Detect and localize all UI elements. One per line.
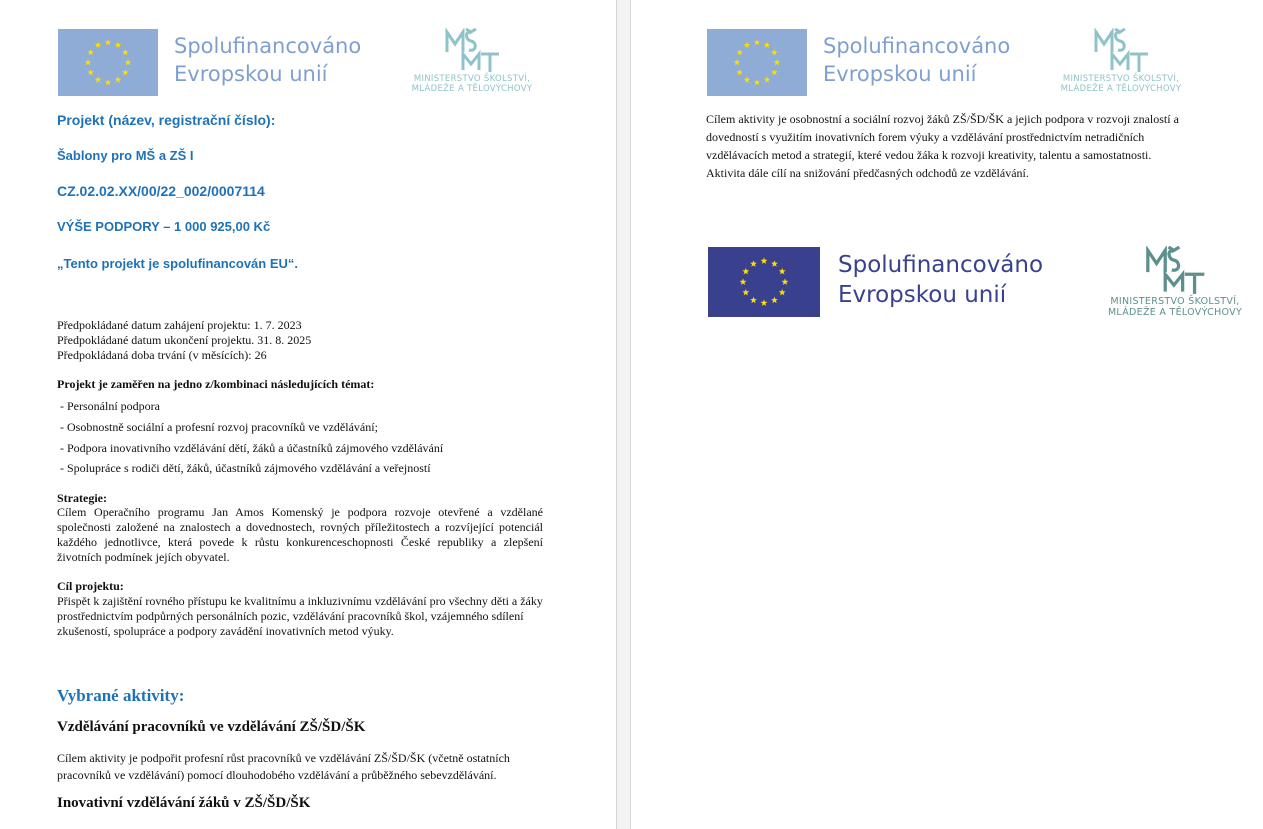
cofunded-by-eu-logo-text <box>174 32 361 88</box>
msmt-monogram-icon <box>441 28 503 74</box>
cofunded-by-eu-logo-text <box>823 32 1010 88</box>
msmt-logo <box>1089 246 1261 318</box>
msmt-line-1: MINISTERSTVO ŠKOLSTVÍ, <box>1110 296 1240 307</box>
focus-heading: Projekt je zaměřen na jedno z/kombinaci následujících témat: <box>57 377 375 391</box>
cofund-line-2: Evropskou unií <box>838 282 1007 308</box>
msmt-line-1: MINISTERSTVO ŠKOLSTVÍ, <box>1062 74 1180 84</box>
cofund-line-2: Evropskou unií <box>823 62 977 86</box>
page-separator <box>616 0 631 829</box>
msmt-line-2: MLÁDEŽE A TĚLOVÝCHOVY <box>1060 84 1182 94</box>
msmt-logo <box>398 28 546 94</box>
msmt-monogram-icon <box>1090 28 1152 74</box>
topic-list-item: - Personální podpora <box>57 399 160 413</box>
cofund-line-1: Spolufinancováno <box>174 34 362 58</box>
eu-flag-icon <box>707 29 807 96</box>
msmt-line-2: MLÁDEŽE A TĚLOVÝCHOVY <box>411 84 533 94</box>
eu-statement: „Tento projekt je spolufinancován EU“. <box>57 256 299 271</box>
msmt-logo <box>1047 28 1195 94</box>
strategy-heading: Strategie: <box>57 491 107 505</box>
msmt-monogram-icon <box>1136 246 1214 296</box>
duration: Předpokládaná doba trvání (v měsících): 26 <box>57 348 267 362</box>
cofund-line-2: Evropskou unií <box>174 62 328 86</box>
topic-list-item: - Spolupráce s rodiči dětí, žáků, účastníků zájmového vzdělávání a veřejností <box>57 461 431 475</box>
strategy-text: Cílem Operačního programu Jan Amos Komenský je podpora rozvoje otevřené a vzdělané společnosti založené na znalostech a dovednostech, rovných příležitostech a rozvíjející potenciál každého jednotlivce, která povede k růstu konkurenceschopnosti České republiky a zlepšení životních podmínek jejích obyvatel. <box>57 505 543 564</box>
topic-list-item: - Podpora inovativního vzdělávání dětí, žáků a účastníků zájmového vzdělávání <box>57 441 444 455</box>
support-amount: VÝŠE PODPORY – 1 000 925,00 Kč <box>57 219 271 234</box>
cofund-line-1: Spolufinancováno <box>823 34 1011 58</box>
topic-list-item: - Osobnostně sociální a profesní rozvoj pracovníků ve vzdělávání; <box>57 420 378 434</box>
eu-flag-icon <box>58 29 158 96</box>
eu-flag-icon <box>708 247 820 317</box>
goal-heading: Cíl projektu: <box>57 579 124 593</box>
msmt-line-1: MINISTERSTVO ŠKOLSTVÍ, <box>413 74 531 84</box>
goal-text: Přispět k zajištění rovného přístupu ke kvalitnímu a inkluzivnímu vzdělávání pro všechny děti a žáky prostřednictvím podpůrných personálních pozic, vzdělávání pracovníků škol, vzájemného sdílení zkušeností, spolupráce a podpory zavádění inovativních metod výuky. <box>57 594 543 638</box>
registration-number: CZ.02.02.XX/00/22_002/0007114 <box>57 183 265 199</box>
project-name: Šablony pro MŠ a ZŠ I <box>57 148 194 163</box>
end-date: Předpokládané datum ukončení projektu. 31. 8. 2025 <box>57 333 312 347</box>
project-dates <box>57 318 311 363</box>
start-date: Předpokládané datum zahájení projektu: 1. 7. 2023 <box>57 318 302 332</box>
cofunded-by-eu-logo-text <box>838 250 1043 310</box>
activity-title: Inovativní vzdělávání žáků v ZŠ/ŠD/ŠK <box>57 795 311 811</box>
activity-text: Cílem aktivity je osobnostní a sociální rozvoj žáků ZŠ/ŠD/ŠK a jejich podpora v rozvoji znalostí a dovedností s využitím inovativních forem výuky a vzdělávání prostřednictvím netradičních vzdělávacích metod a strategií, které vedou žáka k rozvoji kreativity, talentu a samostatnosti. Aktivita dále cílí na snižování předčasných odchodů ze vzdělávání. <box>706 112 1179 180</box>
document-page-2 <box>631 0 1263 829</box>
document-page-1 <box>0 0 616 829</box>
activity-text: Cílem aktivity je podpořit profesní růst pracovníků ve vzdělávání ZŠ/ŠD/ŠK (včetně ostatních pracovníků ve vzdělávání) pomocí dlouhodobého vzdělávání a průběžného sebevzdělávání. <box>57 751 510 782</box>
cofund-line-1: Spolufinancováno <box>838 252 1044 278</box>
activities-heading: Vybrané aktivity: <box>57 686 185 705</box>
activity-title: Vzdělávání pracovníků ve vzdělávání ZŠ/ŠD/ŠK <box>57 719 366 735</box>
project-heading: Projekt (název, registrační číslo): <box>57 112 276 128</box>
msmt-line-2: MLÁDEŽE A TĚLOVÝCHOVY <box>1107 307 1243 318</box>
